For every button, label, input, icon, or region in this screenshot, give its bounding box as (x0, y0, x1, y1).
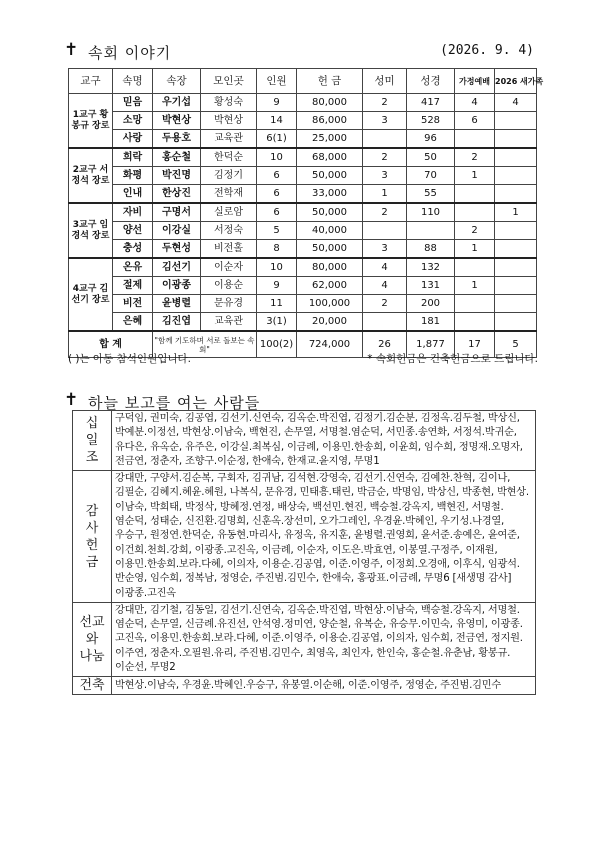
district-cell: 1교구 황봉규 장로 (69, 94, 113, 149)
table-cell: 실로암 (201, 203, 257, 222)
table-cell: 한덕순 (201, 148, 257, 167)
table-cell: 김정기 (201, 167, 257, 185)
table-cell: 두현성 (153, 240, 201, 259)
category-label (73, 602, 112, 676)
table-row (69, 130, 537, 149)
table-cell: 1 (455, 277, 495, 295)
table-cell: 132 (407, 258, 455, 277)
table-cell: 홍순철 (153, 148, 201, 167)
table-cell: 528 (407, 112, 455, 130)
table-cell: 50,000 (297, 167, 363, 185)
table-cell: 우기섭 (153, 94, 201, 112)
table-cell: 96 (407, 130, 455, 149)
table-cell: 2 (455, 148, 495, 167)
table-cell: 3 (363, 167, 407, 185)
table-cell: 88 (407, 240, 455, 259)
giver-category-row (73, 602, 536, 676)
table-row (69, 222, 537, 240)
table-cell: 사랑 (113, 130, 153, 149)
table-cell: 은혜 (113, 313, 153, 332)
table-cell (495, 295, 537, 313)
table-cell: 박현상 (153, 112, 201, 130)
table-cell: 1 (363, 185, 407, 204)
table-cell: 55 (407, 185, 455, 204)
table-cell (363, 222, 407, 240)
category-label-part: 감 (85, 503, 99, 519)
table-row (69, 258, 537, 277)
table-cell: 6 (455, 112, 495, 130)
table-cell: 417 (407, 94, 455, 112)
table-cell: 86,000 (297, 112, 363, 130)
table-cell: 이용순 (201, 277, 257, 295)
table-cell: 인내 (113, 185, 153, 204)
section-header-cell-meeting (64, 40, 534, 62)
table-cell: 2 (363, 295, 407, 313)
giver-names: 강대만, 김기철, 김동일, 김선기.신연숙, 김옥순.박진엽, 박현상.이남숙, 백승철.강옥지, 서명철.염순덕, 손무열, 신금례.유진선, 안석영.정미연, 양순철, 유복순, 유승무.이민숙, 유영미, 이광종.고진옥, 이용민.한송희.보라.다혜, 이준.이영주, 이용순.김공엽, 이의자, 임수희, 전금연, 정지원.이주연, 정춘자.오필원.유리, 주진범.김민수, 최영옥, 최인자, 한인숙, 홍순철.유춘남, 황봉규.이순선, 무명2 (112, 602, 536, 676)
category-label-part: 십 (85, 416, 99, 432)
district-cell: 2교구 서정석 장로 (69, 148, 113, 203)
table-row (69, 277, 537, 295)
table-cell: 윤병렬 (153, 295, 201, 313)
table-cell: 2 (455, 222, 495, 240)
table-cell: 3 (363, 112, 407, 130)
column-header: 성미 (363, 69, 407, 94)
table-cell: 70 (407, 167, 455, 185)
column-header: 속명 (113, 69, 153, 94)
total-label: 합 계 (69, 331, 153, 358)
table-row (69, 148, 537, 167)
table-cell: 김진엽 (153, 313, 201, 332)
table-cell (495, 240, 537, 259)
table-cell: 9 (257, 277, 297, 295)
table-cell (455, 130, 495, 149)
section-title: 하늘 보고를 여는 사람들 (88, 394, 261, 412)
table-cell: 14 (257, 112, 297, 130)
table-cell: 충성 (113, 240, 153, 259)
table-cell: 황성숙 (201, 94, 257, 112)
giver-category-row (73, 471, 536, 603)
category-label-part: 금 (85, 554, 99, 570)
category-label (73, 677, 112, 695)
category-label-part: 선교 (79, 615, 105, 631)
table-cell: 소망 (113, 112, 153, 130)
section-header-givers (64, 390, 534, 412)
table-cell: 1 (455, 167, 495, 185)
table-cell: 구명서 (153, 203, 201, 222)
table-cell: 10 (257, 148, 297, 167)
table-cell (455, 313, 495, 332)
table-row (69, 313, 537, 332)
column-header: 모인곳 (201, 69, 257, 94)
table-cell: 이광종 (153, 277, 201, 295)
table-cell: 한상진 (153, 185, 201, 204)
column-header: 가정예배 (455, 69, 495, 94)
table-cell: 절제 (113, 277, 153, 295)
cross-icon: ✝ (64, 40, 79, 60)
column-header: 교구 (69, 69, 113, 94)
table-cell: 9 (257, 94, 297, 112)
table-row (69, 185, 537, 204)
table-cell: 5 (257, 222, 297, 240)
table-row (69, 112, 537, 130)
table-cell: 11 (257, 295, 297, 313)
table-cell: 110 (407, 203, 455, 222)
table-cell (495, 112, 537, 130)
table-cell: 6 (257, 167, 297, 185)
table-cell: 1 (495, 203, 537, 222)
table-cell (495, 222, 537, 240)
category-label (73, 411, 112, 471)
table-body (69, 94, 537, 358)
table-cell: 2 (363, 94, 407, 112)
table-cell: 서정숙 (201, 222, 257, 240)
table-row (69, 295, 537, 313)
table-cell: 전학재 (201, 185, 257, 204)
table-cell: 비전 (113, 295, 153, 313)
offering-note: * 속회헌금은 건축헌금으로 드립니다. (367, 353, 538, 365)
table-cell: 3 (363, 240, 407, 259)
table-cell (455, 258, 495, 277)
column-header: 헌 금 (297, 69, 363, 94)
givers-table (72, 410, 536, 695)
table-cell: 8 (257, 240, 297, 259)
table-cell: 80,000 (297, 258, 363, 277)
total-people: 100(2) (257, 331, 297, 358)
cross-icon: ✝ (64, 390, 79, 410)
table-cell (495, 185, 537, 204)
total-new-family: 5 (495, 331, 537, 358)
column-header: 2026 새가족 (495, 69, 537, 94)
table-notes (68, 351, 538, 367)
column-header: 인원 (257, 69, 297, 94)
total-offering: 724,000 (297, 331, 363, 358)
total-bible: 1,877 (407, 331, 455, 358)
table-cell: 4 (363, 277, 407, 295)
table-cell: 3(1) (257, 313, 297, 332)
table-cell: 50 (407, 148, 455, 167)
table-cell (495, 313, 537, 332)
table-cell (495, 148, 537, 167)
table-cell: 50,000 (297, 203, 363, 222)
table-cell (407, 222, 455, 240)
table-cell (363, 130, 407, 149)
total-worship: 17 (455, 331, 495, 358)
table-cell: 김선기 (153, 258, 201, 277)
table-cell: 교육관 (201, 130, 257, 149)
table-cell: 10 (257, 258, 297, 277)
district-cell: 3교구 임경석 장로 (69, 203, 113, 258)
table-cell: 62,000 (297, 277, 363, 295)
category-label-part: 헌 (85, 537, 99, 553)
table-cell (455, 185, 495, 204)
table-cell (363, 313, 407, 332)
table-cell (495, 277, 537, 295)
total-rice: 26 (363, 331, 407, 358)
table-cell: 80,000 (297, 94, 363, 112)
table-cell: 6(1) (257, 130, 297, 149)
district-cell: 4교구 김선기 장로 (69, 258, 113, 331)
section-title: 속회 이야기 (88, 44, 172, 62)
children-note: ( )는 아동 참석인원입니다. (68, 353, 191, 365)
table-cell: 박진명 (153, 167, 201, 185)
table-cell: 68,000 (297, 148, 363, 167)
category-label (73, 471, 112, 603)
table-cell: 131 (407, 277, 455, 295)
table-cell: 두용호 (153, 130, 201, 149)
giver-names: 박현상.이남숙, 우경윤.박혜인.우승구, 유봉열.이순해, 이준.이영주, 정영순, 주진범.김민수 (112, 677, 536, 695)
table-cell: 2 (363, 148, 407, 167)
table-cell (495, 258, 537, 277)
giver-category-row (73, 411, 536, 471)
table-row (69, 167, 537, 185)
table-cell: 1 (455, 240, 495, 259)
table-cell: 이순자 (201, 258, 257, 277)
table-cell: 181 (407, 313, 455, 332)
table-cell: 박현상 (201, 112, 257, 130)
table-cell: 50,000 (297, 240, 363, 259)
table-cell: 200 (407, 295, 455, 313)
category-label-part: 일 (85, 433, 99, 449)
table-cell (495, 167, 537, 185)
table-cell: 4 (495, 94, 537, 112)
giver-names: 강대만, 구양서.김순복, 구회자, 김귀남, 김석현.강영숙, 김선기.신연숙, 김예찬.찬혁, 김이나, 김필순, 김혜지.혜윤.혜원, 나복식, 문유경, 민태흥.태린, 박금순, 박명임, 박상신, 박종현, 박현상.이남숙, 박희태, 박정삭, 방혜정.연정, 배상숙, 백선민.현진, 백승철.강옥지, 백현진, 서명철.염순덕, 성태순, 신진환.김명희, 신훈옥.장선미, 오가그레인, 우경윤.박혜인, 우기성.나경열, 우승구, 원정연.한덕순, 유동현.마리사, 유정옥, 유지훈, 윤병렬.권영희, 윤서준.송예은, 윤여준, 이건희.천희.강희, 이광종.고진옥, 이금례, 이순자, 이도은.박효연, 이봉열.구정주, 이재원, 이용민.한송희.보라.다혜, 이의자, 이용순.김공엽, 이준.이영주, 이정희.오경애, 이후식, 임광석.반순영, 임수희, 정복남, 정영순, 주진범.김민수, 한애숙, 홍광표.이금례, 무명6 [새생명 감사] 이광종.고진옥 (112, 471, 536, 603)
table-cell: 희락 (113, 148, 153, 167)
table-cell (455, 295, 495, 313)
table-cell: 자비 (113, 203, 153, 222)
category-label-part: 나눔 (79, 649, 105, 665)
table-header-row (69, 69, 537, 94)
table-cell: 100,000 (297, 295, 363, 313)
table-cell: 20,000 (297, 313, 363, 332)
category-label-part: 조 (85, 450, 99, 466)
category-label-part: 사 (85, 520, 99, 536)
table-row (69, 94, 537, 112)
table-cell: 40,000 (297, 222, 363, 240)
table-row (69, 203, 537, 222)
table-cell: 4 (363, 258, 407, 277)
table-cell: 양선 (113, 222, 153, 240)
table-cell: 온유 (113, 258, 153, 277)
category-label-part: 와 (85, 632, 99, 648)
slogan: "함께 기도하며 서로 돌보는 속회" (153, 331, 257, 358)
table-cell (495, 130, 537, 149)
table-cell: 33,000 (297, 185, 363, 204)
table-cell: 2 (363, 203, 407, 222)
cell-meeting-table (68, 68, 544, 358)
table-cell: 6 (257, 185, 297, 204)
column-header: 성경 (407, 69, 455, 94)
table-cell: 25,000 (297, 130, 363, 149)
table-cell: 화평 (113, 167, 153, 185)
table-row (69, 240, 537, 259)
giver-names: 구덕임, 권미숙, 김공엽, 김선기.신연숙, 김옥순.박진엽, 김정기.김순분, 김정옥.김두철, 박상신, 박예분.이정선, 박현상.이남숙, 백현진, 손무열, 서명철.염순덕, 서민종.송연화, 서정석.박귀순, 유다은, 유옥순, 유주은, 이강실.최복심, 이금례, 이용민.한송희, 이윤희, 임수희, 정명재.오명자, 전금연, 정춘자, 조향구.이순정, 한애숙, 한재교.윤지영, 무명1 (112, 411, 536, 471)
report-date: (2026. 9. 4) (440, 43, 534, 58)
column-header: 속장 (153, 69, 201, 94)
table-cell: 6 (257, 203, 297, 222)
table-cell: 믿음 (113, 94, 153, 112)
table-cell (455, 203, 495, 222)
givers-body (73, 411, 536, 695)
table-cell: 교육관 (201, 313, 257, 332)
table-cell: 문유경 (201, 295, 257, 313)
table-cell: 4 (455, 94, 495, 112)
giver-category-row (73, 677, 536, 695)
category-label-part: 건축 (79, 678, 105, 694)
table-cell: 비전홀 (201, 240, 257, 259)
table-cell: 이강실 (153, 222, 201, 240)
